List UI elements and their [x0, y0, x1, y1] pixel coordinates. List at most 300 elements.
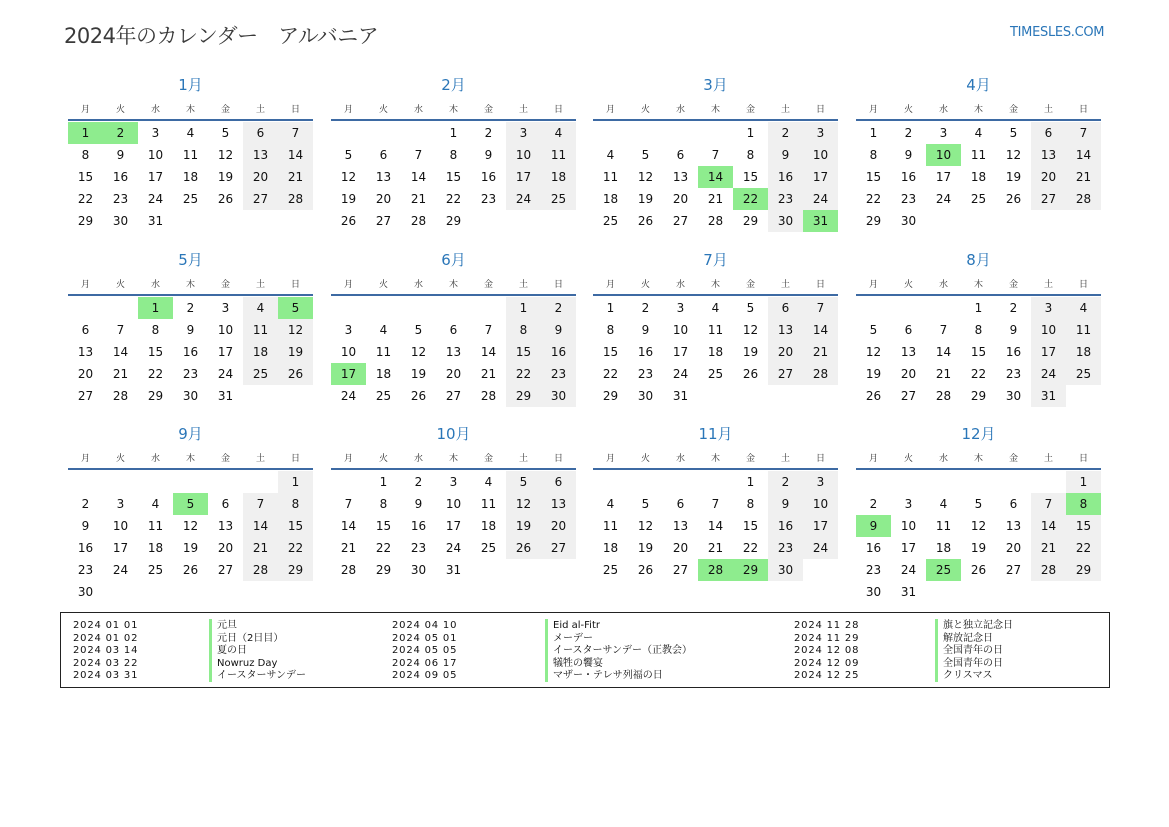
- day-cell: 3: [1031, 297, 1066, 319]
- weekday-header: [68, 451, 313, 467]
- day-cell: 14: [243, 515, 278, 537]
- day-cell: 25: [147, 563, 164, 577]
- day-cell: 22: [1066, 537, 1101, 559]
- day-cell: 1: [278, 471, 313, 493]
- day-cell: 30: [768, 210, 803, 232]
- day-cell: 27: [77, 389, 94, 403]
- day-cell: 18: [541, 166, 576, 188]
- day-cell: 24: [803, 537, 838, 559]
- holiday-name: 旗と独立記念日: [935, 619, 1013, 632]
- day-cell: 8: [506, 319, 541, 341]
- day-cell: 21: [410, 192, 427, 206]
- weekday-label: 日: [1078, 105, 1088, 115]
- month-title: 6月: [441, 251, 466, 269]
- day-cell: 2: [414, 475, 423, 489]
- day-cell: 18: [1066, 341, 1101, 363]
- day-cell: 12: [742, 323, 759, 337]
- day-cell: 9: [904, 148, 913, 162]
- weekday-label: 木: [448, 105, 458, 115]
- day-cell: 12: [637, 519, 654, 533]
- day-cell: 11: [707, 323, 724, 337]
- day-cell: 27: [541, 537, 576, 559]
- day-cell: 8: [81, 148, 90, 162]
- weekday-label: 日: [553, 105, 563, 115]
- day-cell: 11: [375, 345, 392, 359]
- weekday-header: [593, 451, 838, 467]
- day-cell: 23: [410, 541, 427, 555]
- day-cell: 23: [1005, 367, 1022, 381]
- day-cell: 14: [803, 319, 838, 341]
- month-title: 8月: [966, 251, 991, 269]
- day-cell: 13: [375, 170, 392, 184]
- day-cell: 6: [1031, 122, 1066, 144]
- weekday-label: 木: [973, 280, 983, 290]
- day-cell: 19: [1005, 170, 1022, 184]
- day-cell: 13: [900, 345, 917, 359]
- month-title: 12月: [961, 425, 996, 443]
- day-cell: 5: [869, 323, 878, 337]
- day-cell: 7: [344, 497, 353, 511]
- day-cell: 22: [77, 192, 94, 206]
- weekday-label: 火: [115, 280, 125, 290]
- day-cell: 23: [182, 367, 199, 381]
- day-cell: 25: [970, 192, 987, 206]
- day-cell: 14: [340, 519, 357, 533]
- day-cell: 16: [1005, 345, 1022, 359]
- day-cell: 17: [217, 345, 234, 359]
- day-cell: 27: [217, 563, 234, 577]
- day-cell: 7: [278, 122, 313, 144]
- day-cell: 5: [974, 497, 983, 511]
- weekday-label: 土: [1043, 454, 1053, 464]
- weekday-label: 土: [1043, 105, 1053, 115]
- day-cell: 23: [768, 537, 803, 559]
- day-cell: 29: [375, 563, 392, 577]
- weekday-label: 日: [290, 454, 300, 464]
- header-rule: [68, 294, 313, 296]
- day-cell: 15: [742, 170, 759, 184]
- weekday-label: 火: [115, 454, 125, 464]
- day-cell: 29: [742, 214, 759, 228]
- day-cell: 25: [707, 367, 724, 381]
- day-cell: 15: [865, 170, 882, 184]
- day-cell: 25: [602, 214, 619, 228]
- weekday-label: 火: [903, 454, 913, 464]
- weekday-label: 月: [868, 280, 878, 290]
- day-cell: 15: [602, 345, 619, 359]
- header-rule: [331, 119, 576, 121]
- weekday-label: 火: [640, 454, 650, 464]
- day-cell: 1: [138, 297, 173, 319]
- day-cell: 9: [81, 519, 90, 533]
- day-cell: 28: [935, 389, 952, 403]
- day-cell: 4: [484, 475, 493, 489]
- day-cell: 10: [803, 493, 838, 515]
- day-cell: 20: [1005, 541, 1022, 555]
- day-cell: 9: [768, 493, 803, 515]
- month-title: 11月: [698, 425, 733, 443]
- day-cell: 16: [768, 515, 803, 537]
- day-cell: 20: [672, 541, 689, 555]
- header-rule: [331, 294, 576, 296]
- day-cell: 23: [768, 188, 803, 210]
- holiday-name: 元旦: [209, 619, 237, 632]
- day-cell: 7: [939, 323, 948, 337]
- day-cell: 7: [243, 493, 278, 515]
- weekday-label: 月: [80, 280, 90, 290]
- day-cell: 22: [375, 541, 392, 555]
- day-cell: 5: [1009, 126, 1018, 140]
- weekday-label: 土: [255, 280, 265, 290]
- holiday-date: 2024 11 28: [794, 620, 860, 631]
- day-cell: 22: [445, 192, 462, 206]
- day-cell: 14: [278, 144, 313, 166]
- day-cell: 24: [445, 541, 462, 555]
- day-cell: 11: [243, 319, 278, 341]
- day-cell: 3: [151, 126, 160, 140]
- day-cell: 27: [445, 389, 462, 403]
- day-cell: 13: [1005, 519, 1022, 533]
- day-cell: 2: [81, 497, 90, 511]
- day-cell: 25: [375, 389, 392, 403]
- header-rule: [593, 294, 838, 296]
- weekday-label: 金: [220, 105, 230, 115]
- header-rule: [856, 294, 1101, 296]
- day-cell: 24: [112, 563, 129, 577]
- day-cell: 7: [484, 323, 493, 337]
- day-cell: 1: [746, 126, 755, 140]
- header-rule: [856, 468, 1101, 470]
- day-cell: 10: [506, 144, 541, 166]
- holiday-name: 夏の日: [209, 644, 247, 657]
- holiday-date: 2024 09 05: [392, 670, 458, 681]
- weekday-header: [593, 102, 838, 118]
- weekday-label: 火: [640, 280, 650, 290]
- day-cell: 16: [865, 541, 882, 555]
- day-cell: 13: [672, 170, 689, 184]
- day-cell: 4: [939, 497, 948, 511]
- day-cell: 22: [602, 367, 619, 381]
- day-cell: 18: [480, 519, 497, 533]
- weekday-label: 木: [448, 454, 458, 464]
- day-cell: 28: [803, 363, 838, 385]
- weekday-header: [856, 277, 1101, 293]
- day-cell: 13: [541, 493, 576, 515]
- holiday-legend: [60, 612, 1110, 688]
- weekday-label: 日: [553, 280, 563, 290]
- day-cell: 28: [243, 559, 278, 581]
- weekday-label: 金: [483, 454, 493, 464]
- day-cell: 14: [1066, 144, 1101, 166]
- weekday-header: [856, 451, 1101, 467]
- weekday-label: 日: [290, 105, 300, 115]
- month-title: 5月: [178, 251, 203, 269]
- day-cell: 20: [445, 367, 462, 381]
- day-cell: 27: [672, 214, 689, 228]
- day-cell: 22: [865, 192, 882, 206]
- day-cell: 17: [803, 515, 838, 537]
- day-cell: 12: [506, 493, 541, 515]
- day-cell: 24: [506, 188, 541, 210]
- holiday-date: 2024 01 02: [73, 632, 139, 644]
- day-cell: 20: [1031, 166, 1066, 188]
- holiday-date: 2024 12 25: [794, 670, 860, 681]
- day-cell: 26: [182, 563, 199, 577]
- day-cell: 21: [278, 166, 313, 188]
- day-cell: 8: [278, 493, 313, 515]
- weekday-label: 水: [413, 105, 423, 115]
- day-cell: 6: [449, 323, 458, 337]
- day-cell: 4: [606, 497, 615, 511]
- day-cell: 18: [602, 192, 619, 206]
- day-cell: 4: [379, 323, 388, 337]
- day-cell: 10: [445, 497, 462, 511]
- day-cell: 12: [1005, 148, 1022, 162]
- day-cell: 17: [147, 170, 164, 184]
- day-cell: 14: [480, 345, 497, 359]
- weekday-label: 火: [378, 454, 388, 464]
- day-cell: 10: [340, 345, 357, 359]
- day-cell: 4: [606, 148, 615, 162]
- weekday-label: 日: [1078, 454, 1088, 464]
- holiday-date: 2024 06 17: [392, 657, 458, 669]
- day-cell: 11: [602, 170, 619, 184]
- day-cell: 11: [1066, 319, 1101, 341]
- day-cell: 12: [865, 345, 882, 359]
- day-cell: 25: [602, 563, 619, 577]
- holiday-name: イースターサンデー（正教会）: [545, 644, 692, 657]
- day-cell: 16: [541, 341, 576, 363]
- day-cell: 28: [340, 563, 357, 577]
- header-rule: [593, 119, 838, 121]
- day-cell: 15: [375, 519, 392, 533]
- holiday-date: 2024 05 01: [392, 632, 458, 644]
- weekday-label: 土: [255, 105, 265, 115]
- weekday-label: 土: [518, 454, 528, 464]
- day-cell: 25: [541, 188, 576, 210]
- day-cell: 27: [768, 363, 803, 385]
- day-cell: 25: [243, 363, 278, 385]
- day-cell: 2: [484, 126, 493, 140]
- day-cell: 9: [414, 497, 423, 511]
- day-cell: 12: [410, 345, 427, 359]
- day-cell: 21: [803, 341, 838, 363]
- day-cell: 26: [742, 367, 759, 381]
- day-cell: 9: [116, 148, 125, 162]
- holiday-name: メーデー: [545, 632, 593, 645]
- day-cell: 25: [182, 192, 199, 206]
- day-cell: 22: [278, 537, 313, 559]
- day-cell: 2: [869, 497, 878, 511]
- day-cell: 5: [344, 148, 353, 162]
- day-cell: 17: [331, 363, 366, 385]
- day-cell: 5: [746, 301, 755, 315]
- day-cell: 7: [711, 148, 720, 162]
- day-cell: 12: [637, 170, 654, 184]
- day-cell: 28: [1066, 188, 1101, 210]
- holiday-date: 2024 03 14: [73, 645, 139, 656]
- day-cell: 6: [81, 323, 90, 337]
- day-cell: 7: [1031, 493, 1066, 515]
- day-cell: 26: [340, 214, 357, 228]
- weekday-header: [331, 102, 576, 118]
- header-rule: [856, 119, 1101, 121]
- day-cell: 8: [151, 323, 160, 337]
- day-cell: 29: [1066, 559, 1101, 581]
- day-cell: 28: [278, 188, 313, 210]
- day-cell: 30: [768, 559, 803, 581]
- day-cell: 18: [602, 541, 619, 555]
- weekday-label: 土: [780, 454, 790, 464]
- day-cell: 1: [1066, 471, 1101, 493]
- holiday-name: 解放記念日: [935, 632, 993, 645]
- day-cell: 25: [1066, 363, 1101, 385]
- month-title: 2月: [441, 76, 466, 94]
- day-cell: 17: [1031, 341, 1066, 363]
- day-cell: 10: [217, 323, 234, 337]
- holiday-date: 2024 04 10: [392, 620, 458, 631]
- day-cell: 2: [768, 122, 803, 144]
- day-cell: 13: [217, 519, 234, 533]
- day-cell: 26: [865, 389, 882, 403]
- day-cell: 24: [935, 192, 952, 206]
- day-cell: 24: [340, 389, 357, 403]
- day-cell: 3: [676, 301, 685, 315]
- day-cell: 9: [1009, 323, 1018, 337]
- day-cell: 17: [900, 541, 917, 555]
- weekday-label: 水: [675, 105, 685, 115]
- weekday-label: 月: [868, 105, 878, 115]
- day-cell: 18: [243, 341, 278, 363]
- day-cell: 21: [243, 537, 278, 559]
- day-cell: 3: [904, 497, 913, 511]
- weekday-label: 日: [815, 105, 825, 115]
- day-cell: 30: [637, 389, 654, 403]
- holiday-date: 2024 01 01: [73, 620, 139, 631]
- day-cell: 31: [900, 585, 917, 599]
- day-cell: 26: [637, 214, 654, 228]
- day-cell: 15: [278, 515, 313, 537]
- day-cell: 19: [865, 367, 882, 381]
- day-cell: 23: [541, 363, 576, 385]
- day-cell: 29: [77, 214, 94, 228]
- day-cell: 22: [506, 363, 541, 385]
- day-cell: 30: [541, 385, 576, 407]
- day-cell: 27: [1005, 563, 1022, 577]
- weekday-label: 木: [185, 280, 195, 290]
- day-cell: 29: [445, 214, 462, 228]
- day-cell: 17: [803, 166, 838, 188]
- month-title: 3月: [703, 76, 728, 94]
- weekday-label: 日: [553, 454, 563, 464]
- day-cell: 8: [606, 323, 615, 337]
- day-cell: 26: [970, 563, 987, 577]
- day-cell: 10: [147, 148, 164, 162]
- day-cell: 22: [147, 367, 164, 381]
- day-cell: 15: [147, 345, 164, 359]
- day-cell: 19: [637, 192, 654, 206]
- day-cell: 3: [939, 126, 948, 140]
- day-cell: 29: [970, 389, 987, 403]
- day-cell: 7: [711, 497, 720, 511]
- day-cell: 14: [935, 345, 952, 359]
- header-rule: [331, 468, 576, 470]
- day-cell: 24: [803, 188, 838, 210]
- day-cell: 13: [445, 345, 462, 359]
- day-cell: 19: [637, 541, 654, 555]
- weekday-label: 日: [290, 280, 300, 290]
- day-cell: 8: [974, 323, 983, 337]
- weekday-label: 金: [1008, 280, 1018, 290]
- holiday-date: 2024 03 31: [73, 670, 139, 681]
- day-cell: 18: [707, 345, 724, 359]
- day-cell: 13: [768, 319, 803, 341]
- day-cell: 16: [768, 166, 803, 188]
- weekday-label: 水: [938, 105, 948, 115]
- day-cell: 22: [970, 367, 987, 381]
- day-cell: 14: [698, 166, 733, 188]
- day-cell: 2: [768, 471, 803, 493]
- weekday-label: 金: [483, 280, 493, 290]
- day-cell: 1: [869, 126, 878, 140]
- day-cell: 3: [116, 497, 125, 511]
- holiday-name: クリスマス: [935, 669, 993, 682]
- day-cell: 7: [116, 323, 125, 337]
- page-title: 2024年のカレンダー アルバニア: [64, 24, 379, 48]
- site-link[interactable]: TIMESLES.COM: [1010, 25, 1105, 40]
- day-cell: 8: [746, 497, 755, 511]
- weekday-label: 火: [903, 105, 913, 115]
- day-cell: 16: [480, 170, 497, 184]
- day-cell: 29: [733, 559, 768, 581]
- day-cell: 5: [506, 471, 541, 493]
- day-cell: 8: [869, 148, 878, 162]
- holiday-date: 2024 12 08: [794, 645, 860, 656]
- day-cell: 30: [410, 563, 427, 577]
- weekday-label: 火: [903, 280, 913, 290]
- day-cell: 19: [340, 192, 357, 206]
- day-cell: 30: [865, 585, 882, 599]
- day-cell: 14: [1031, 515, 1066, 537]
- day-cell: 8: [449, 148, 458, 162]
- day-cell: 10: [803, 144, 838, 166]
- day-cell: 29: [865, 214, 882, 228]
- day-cell: 26: [410, 389, 427, 403]
- day-cell: 3: [506, 122, 541, 144]
- day-cell: 4: [1066, 297, 1101, 319]
- day-cell: 26: [637, 563, 654, 577]
- month-title: 10月: [436, 425, 471, 443]
- holiday-date: 2024 11 29: [794, 632, 860, 644]
- day-cell: 24: [147, 192, 164, 206]
- day-cell: 27: [900, 389, 917, 403]
- day-cell: 6: [541, 471, 576, 493]
- holiday-name: マザー・テレサ列福の日: [545, 669, 663, 682]
- holiday-name: 元日（2日目）: [209, 632, 283, 645]
- weekday-label: 水: [150, 280, 160, 290]
- day-cell: 30: [900, 214, 917, 228]
- weekday-label: 木: [185, 105, 195, 115]
- day-cell: 9: [641, 323, 650, 337]
- day-cell: 17: [672, 345, 689, 359]
- day-cell: 13: [672, 519, 689, 533]
- holiday-name: 犠牲の饗宴: [545, 657, 603, 670]
- day-cell: 23: [77, 563, 94, 577]
- day-cell: 20: [217, 541, 234, 555]
- day-cell: 2: [186, 301, 195, 315]
- day-cell: 2: [1009, 301, 1018, 315]
- day-cell: 5: [414, 323, 423, 337]
